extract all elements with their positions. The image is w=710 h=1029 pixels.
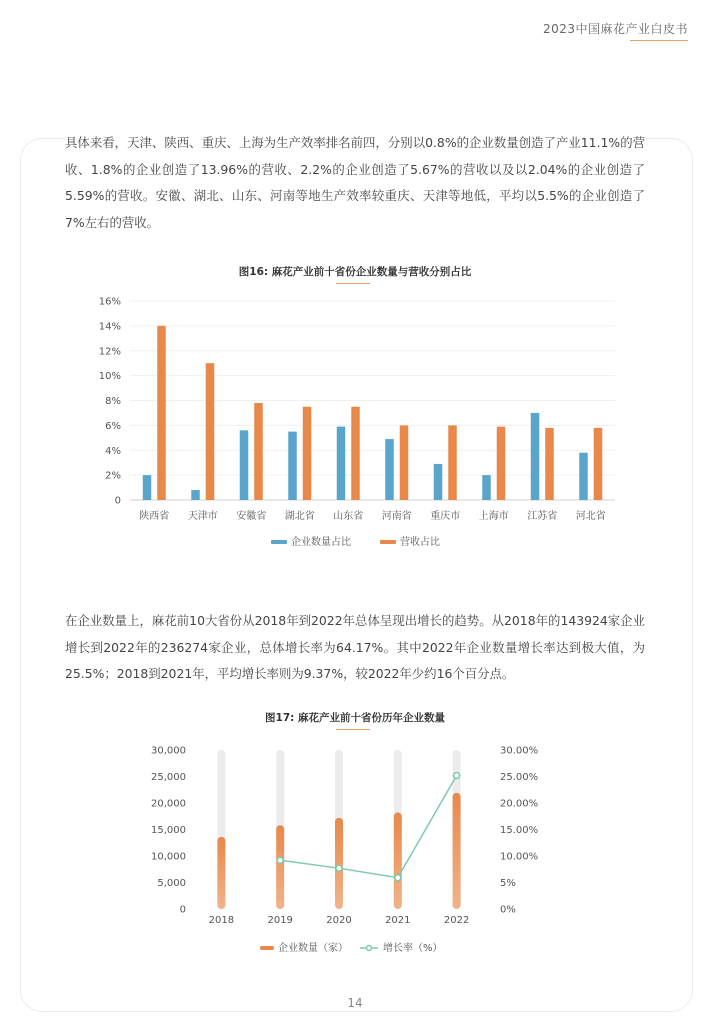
chart17-legend-swatch-count <box>260 946 274 950</box>
chart16-x-tick-label: 安徽省 <box>236 511 267 522</box>
chart17-legend-marker-growth <box>367 946 372 951</box>
chart17-right-tick-label: 10.00% <box>500 851 539 863</box>
chart16-bar-revenue <box>448 425 457 500</box>
chart16-x-tick-label: 重庆市 <box>430 511 461 522</box>
chart16-y-tick-label: 10% <box>98 371 121 383</box>
chart17-growth-point <box>336 865 342 871</box>
chart17-left-tick-label: 5,000 <box>157 878 186 889</box>
chart17-left-tick-label: 0 <box>179 904 186 916</box>
chart17-title-underline <box>336 729 370 730</box>
chart16-y-tick-label: 4% <box>105 445 121 457</box>
chart16-y-tick-label: 0 <box>114 495 121 507</box>
chart17-right-tick-label: 5% <box>500 878 516 889</box>
paragraph-efficiency: 具体来看，天津、陕西、重庆、上海为生产效率排名前四，分别以0.8%的企业数量创造了产业11.1%的营收、1.8%的企业创造了13.96%的营收、2.2%的企业创造了5.67%的营收以及以2.04%的企业创造了5.59%的营收。安徽、湖北、山东、河南等地生产效率较重庆、天津等地低，平均以5.5%的企业创造了7%左右的营收。 <box>65 130 645 236</box>
chart16-y-tick-label: 14% <box>98 321 121 333</box>
chart17-bar-enterprise-count <box>453 793 461 909</box>
chart16-x-tick-label: 天津市 <box>187 511 218 522</box>
header-title: 2023中国麻花产业白皮书 <box>542 22 688 36</box>
chart16-bar-enterprise <box>288 432 297 500</box>
chart16-x-tick-label: 河南省 <box>381 511 412 522</box>
chart17-growth-point <box>454 772 460 778</box>
chart17-bar-enterprise-count <box>276 825 284 909</box>
chart17-growth-point <box>277 857 283 863</box>
chart17-x-tick-label: 2018 <box>208 915 235 926</box>
chart16-legend-label-revenue: 营收占比 <box>400 537 440 548</box>
chart17-x-tick-label: 2019 <box>267 915 293 926</box>
chart16-y-tick-label: 16% <box>98 296 121 308</box>
chart16-bar-enterprise <box>191 490 200 500</box>
chart17-right-tick-label: 25.00% <box>500 772 539 783</box>
chart16-legend-swatch-revenue <box>380 540 396 544</box>
chart17-right-tick-label: 0% <box>500 904 516 916</box>
chart16-bar-revenue <box>545 428 554 500</box>
chart16-bar-revenue <box>594 428 603 500</box>
chart16-legend-label-enterprise: 企业数量占比 <box>291 537 351 548</box>
chart16-x-tick-label: 江苏省 <box>527 511 558 522</box>
chart16-bar-revenue <box>400 425 409 500</box>
chart16-legend-swatch-enterprise <box>271 540 287 544</box>
chart16-title-underline <box>336 283 370 284</box>
chart16-bar-revenue <box>254 403 263 500</box>
chart16-title: 图16: 麻花产业前十省份企业数量与营收分别占比 <box>238 266 472 278</box>
chart16-y-tick-label: 2% <box>105 470 121 482</box>
chart16-bar-enterprise <box>143 475 152 500</box>
chart16-x-tick-label: 上海市 <box>478 511 509 522</box>
chart17-x-tick-label: 2020 <box>326 915 352 926</box>
chart17-right-tick-label: 15.00% <box>500 825 539 836</box>
chart16-y-tick-label: 8% <box>105 396 121 407</box>
chart17-legend-label-count: 企业数量（家） <box>278 943 348 954</box>
chart16-bar-enterprise <box>579 453 588 500</box>
chart16-bar-enterprise <box>531 413 540 500</box>
chart16 <box>0 290 710 560</box>
header-underline <box>630 40 688 41</box>
chart17-right-tick-label: 30.00% <box>500 745 539 757</box>
chart16-x-tick-label: 湖北省 <box>284 511 315 522</box>
chart16-y-tick-label: 6% <box>105 420 121 432</box>
chart17-title: 图17: 麻花产业前十省份历年企业数量 <box>265 712 445 724</box>
chart17-bar-enterprise-count <box>217 837 225 909</box>
chart17-left-tick-label: 10,000 <box>151 851 186 863</box>
chart16-bar-enterprise <box>385 439 394 500</box>
chart17-growth-point <box>395 875 401 881</box>
chart17-left-tick-label: 20,000 <box>151 798 186 810</box>
paragraph-enterprise-count: 在企业数量上，麻花前10大省份从2018年到2022年总体呈现出增长的趋势。从2018年的143924家企业增长到2022年的236274家企业，总体增长率为64.17%。其中2022年企业数量增长率达到极大值，为25.5%；2018到2021年，平均增长率则为9.37%，较2022年少约16个百分点。 <box>65 608 645 688</box>
chart16-bar-enterprise <box>337 427 346 500</box>
chart16-bar-enterprise <box>240 430 249 500</box>
chart16-x-tick-label: 山东省 <box>333 511 364 522</box>
chart17-left-tick-label: 25,000 <box>151 772 186 783</box>
chart17-x-tick-label: 2021 <box>385 915 411 926</box>
chart17-left-tick-label: 15,000 <box>151 825 186 836</box>
chart17-bar-enterprise-count <box>335 818 343 909</box>
chart16-bar-revenue <box>206 363 215 500</box>
chart17-bar-enterprise-count <box>394 813 402 909</box>
chart16-bar-enterprise <box>482 475 491 500</box>
chart17 <box>0 740 710 970</box>
chart17-right-tick-label: 20.00% <box>500 798 539 810</box>
chart17-left-tick-label: 30,000 <box>151 745 186 757</box>
chart16-bar-revenue <box>351 407 360 500</box>
chart16-bar-revenue <box>157 326 166 500</box>
chart16-bar-revenue <box>303 407 312 500</box>
chart17-growth-line <box>280 775 456 877</box>
chart16-y-tick-label: 12% <box>98 346 121 358</box>
chart16-x-tick-label: 河北省 <box>575 511 606 522</box>
page-number: 14 <box>347 996 363 1010</box>
chart17-x-tick-label: 2022 <box>443 915 470 926</box>
chart16-bar-enterprise <box>434 464 443 500</box>
chart16-x-tick-label: 陕西省 <box>139 511 170 522</box>
chart16-bar-revenue <box>497 427 506 500</box>
chart17-legend-label-growth: 增长率（%） <box>383 943 443 954</box>
